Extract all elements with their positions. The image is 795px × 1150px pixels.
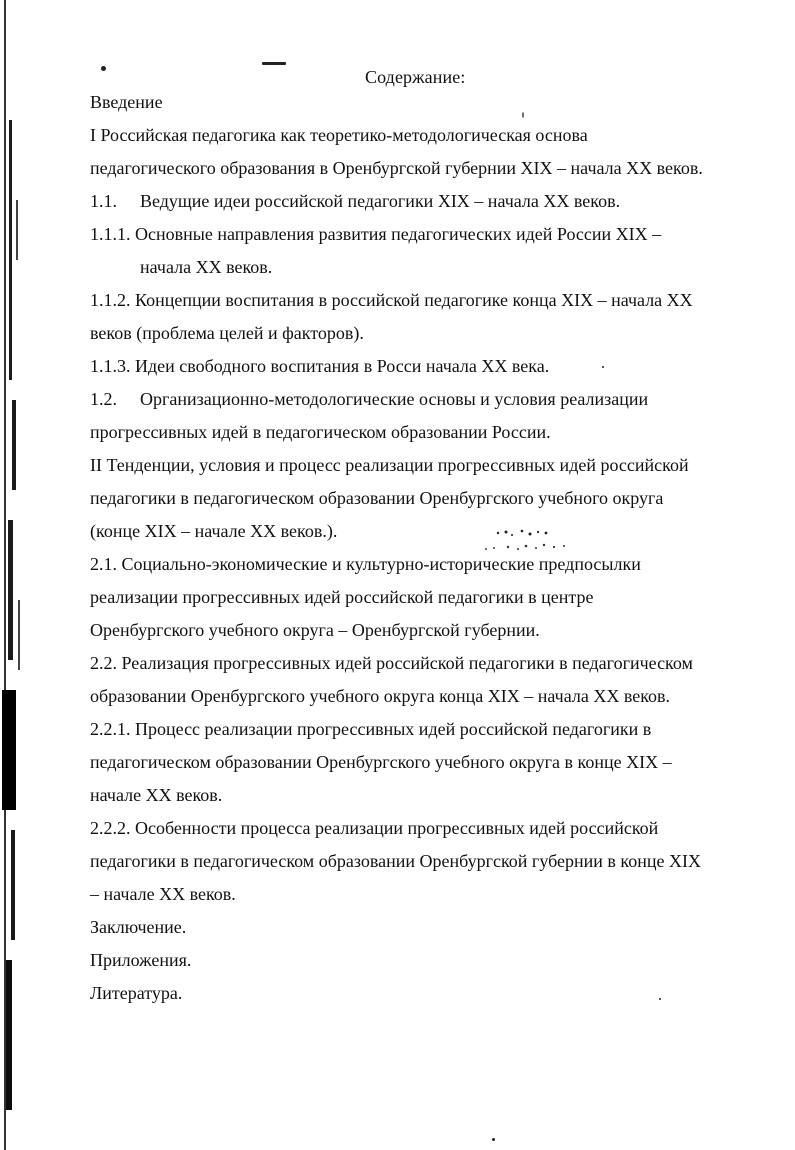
toc-1-1-text: Ведущие идеи российской педагогики XIX – начала XX веков. [140, 191, 621, 211]
toc-1-1-2: 1.1.2. Концепции воспитания в российской педагогике конца XIX – начала XX [90, 290, 693, 310]
toc-part-1-heading: I Российская педагогика как теоретико-методологическая основа [90, 125, 588, 145]
toc-1-2-cont: прогрессивных идей в педагогическом образовании России. [90, 422, 551, 442]
toc-appendices: Приложения. [90, 950, 192, 970]
toc-2-2-cont: образовании Оренбургского учебного округа конца XIX – начала XX веков. [90, 686, 671, 706]
toc-2-2-2-cont: педагогики в педагогическом образовании Оренбургской губернии в конце XIX [90, 851, 701, 871]
toc-2-1-cont: реализации прогрессивных идей российской педагогики в центре [90, 587, 594, 607]
toc-1-1-1-cont: начала XX веков. [140, 257, 273, 277]
toc-1-1-3: 1.1.3. Идеи свободного воспитания в Росси начала XX века. [90, 356, 550, 376]
toc-conclusion: Заключение. [90, 917, 187, 937]
scan-speck [602, 366, 604, 368]
toc-part-1-heading-cont: педагогического образования в Оренбургской губернии XIX – начала XX веков. [90, 158, 703, 178]
toc-2-2-1: 2.2.1. Процесс реализации прогрессивных идей российской педагогики в [90, 719, 652, 739]
toc-2-2-1-cont2: начале XX веков. [90, 785, 223, 805]
scan-speck [262, 62, 286, 65]
toc-1-2-number: 1.2. [90, 389, 117, 409]
scan-speck [522, 112, 524, 118]
toc-intro: Введение [90, 92, 163, 112]
toc-1-1-1: 1.1.1. Основные направления развития педагогических идей России XIX – [90, 224, 662, 244]
document-title: Содержание: [365, 67, 466, 87]
toc-1-1-number: 1.1. [90, 191, 117, 211]
scan-speck [101, 66, 106, 71]
toc-part-2-heading-cont2: (конце XIX – начале XX веков.). [90, 521, 338, 541]
toc-1-1-2-cont: веков (проблема целей и факторов). [90, 323, 364, 343]
binding-edge-artifact [0, 0, 26, 1150]
toc-part-2-heading-cont: педагогики в педагогическом образовании Оренбургского учебного округа [90, 488, 664, 508]
toc-literature: Литература. [90, 983, 183, 1003]
toc-2-2-2: 2.2.2. Особенности процесса реализации прогрессивных идей российской [90, 818, 659, 838]
toc-2-1: 2.1. Социально-экономические и культурно-исторические предпосылки [90, 554, 641, 574]
toc-2-2-2-cont2: – начале XX веков. [90, 884, 236, 904]
scan-speck [492, 1138, 495, 1141]
toc-2-2-1-cont: педагогическом образовании Оренбургского учебного округа в конце XIX – [90, 752, 672, 772]
toc-part-2-heading: II Тенденции, условия и процесс реализации прогрессивных идей российской [90, 455, 689, 475]
toc-2-2: 2.2. Реализация прогрессивных идей российской педагогики в педагогическом [90, 653, 693, 673]
toc-2-1-cont2: Оренбургского учебного округа – Оренбургской губернии. [90, 620, 540, 640]
toc-1-2-text: Организационно-методологические основы и условия реализации [140, 389, 649, 409]
scan-speck [659, 998, 661, 1000]
